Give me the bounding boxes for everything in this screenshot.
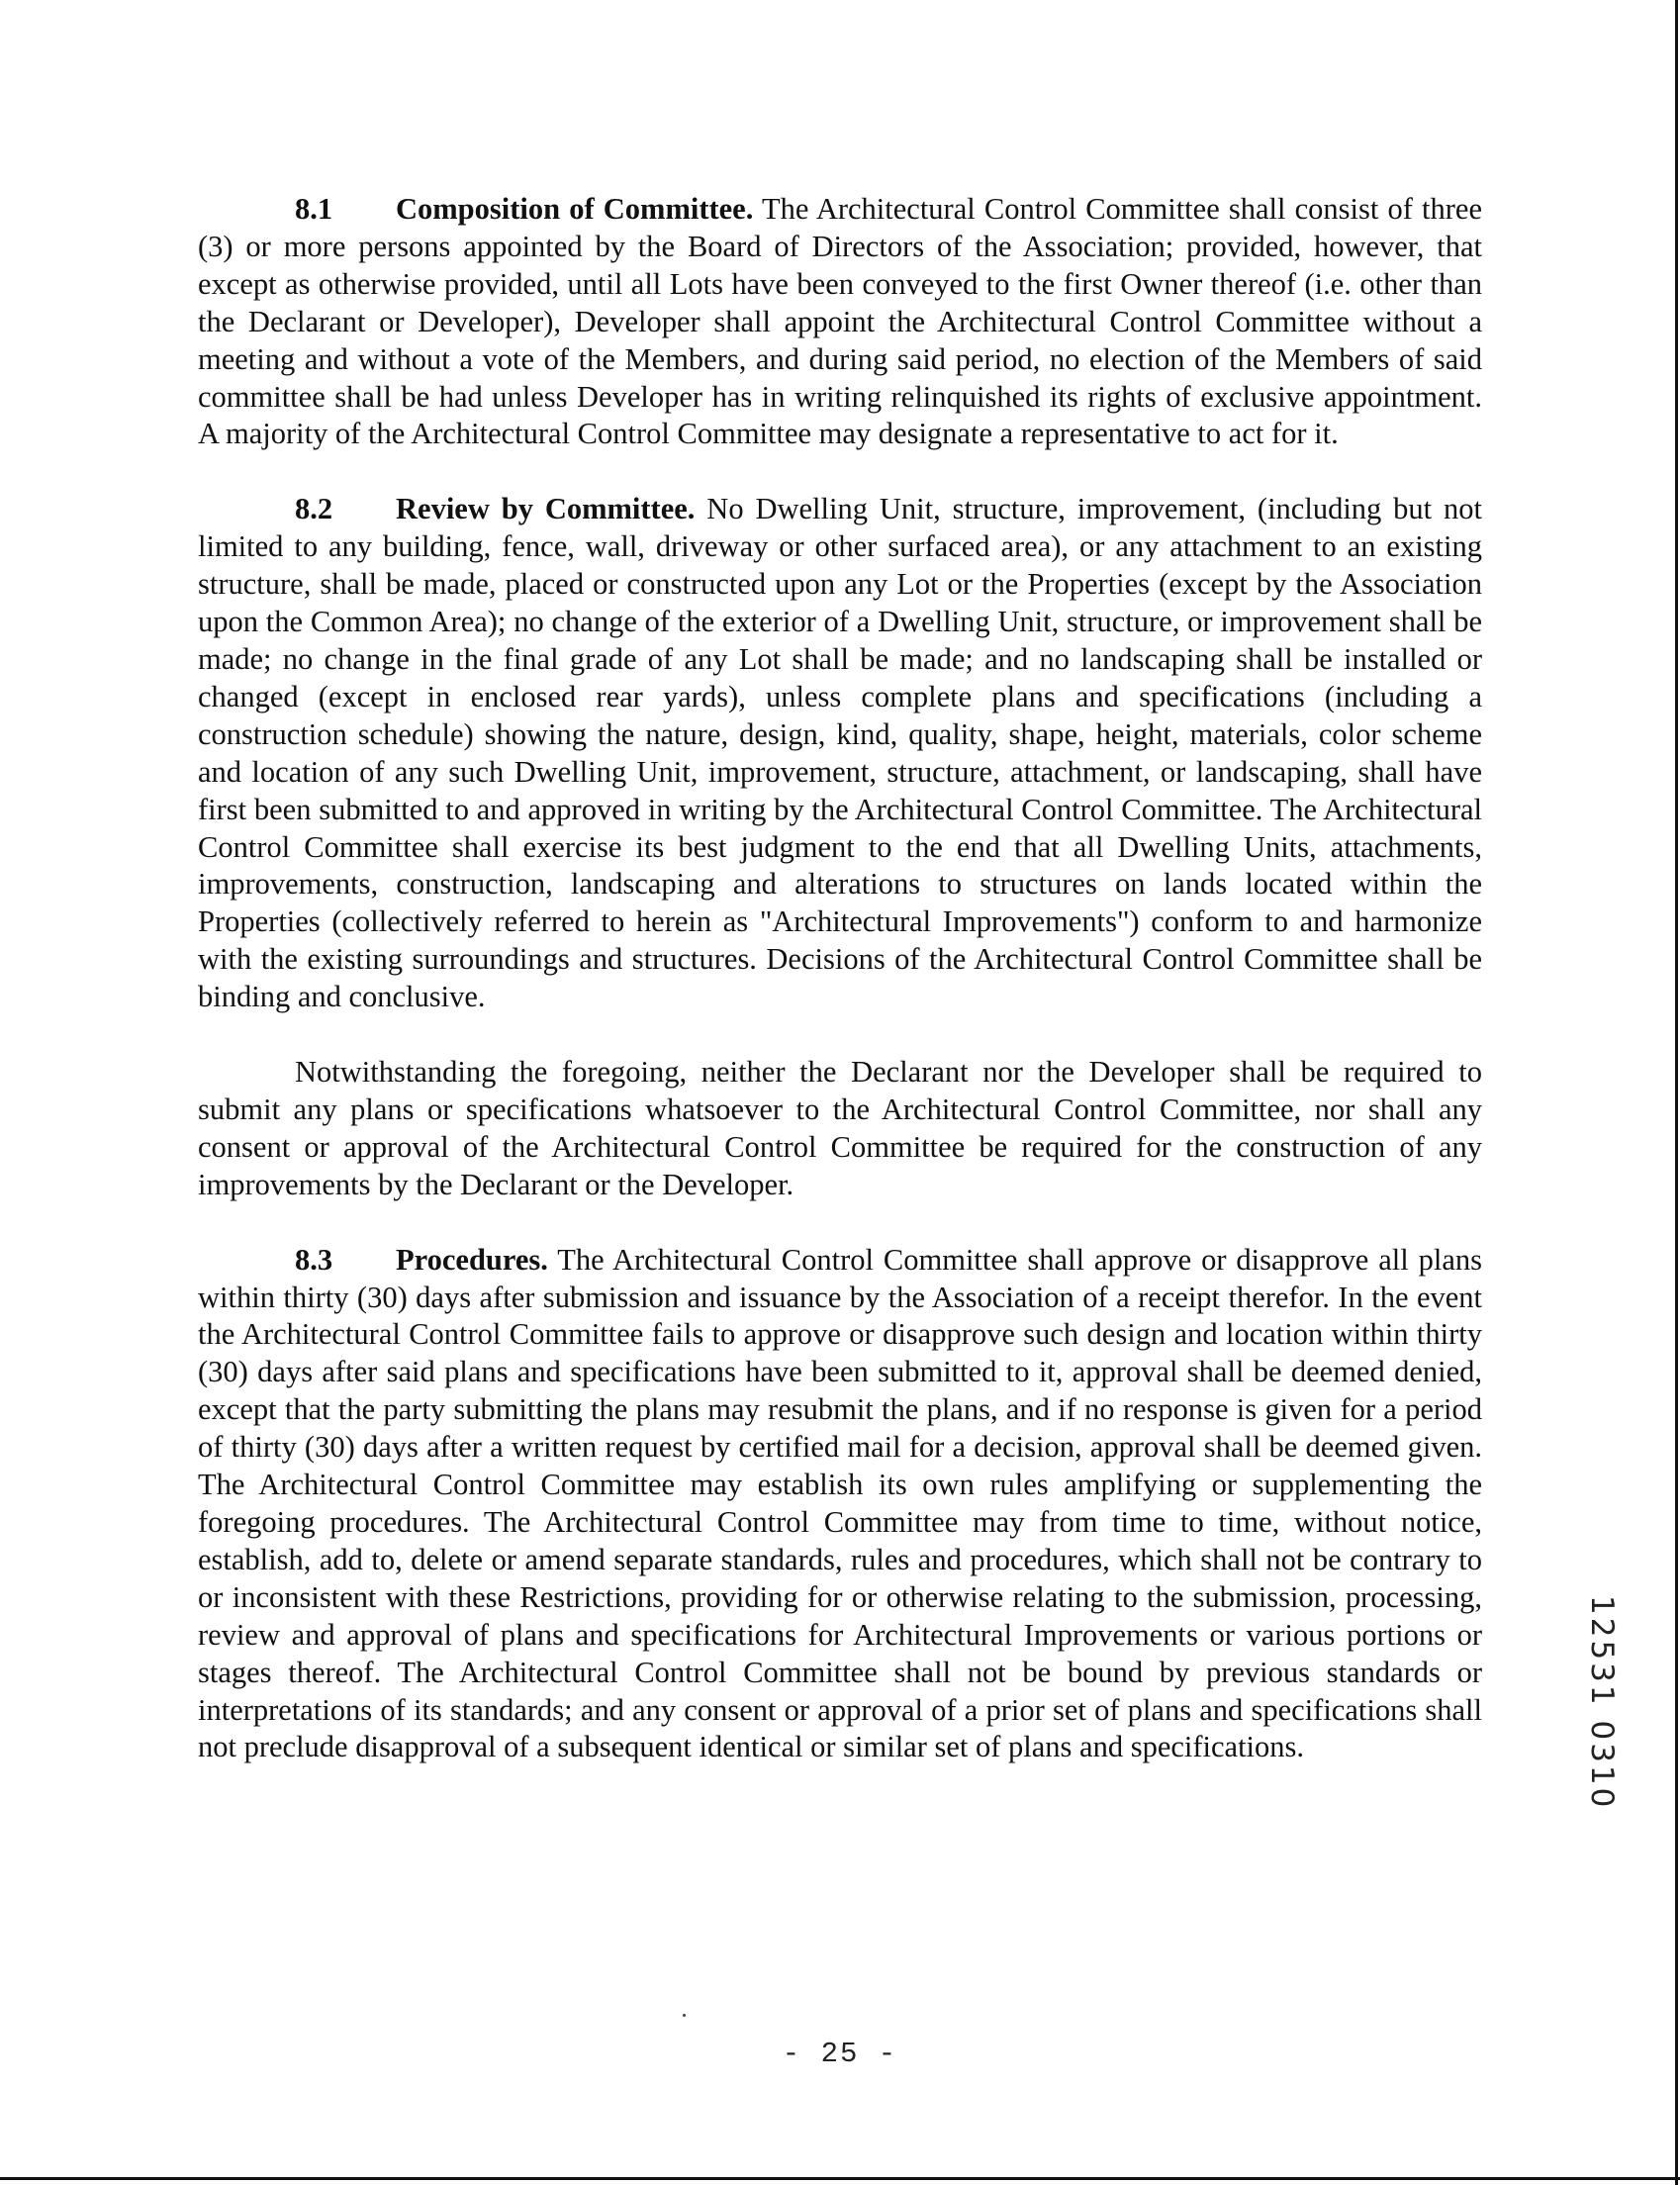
notwithstanding-paragraph — [198, 1054, 1482, 1204]
page-number: - 25 - — [782, 2038, 898, 2070]
section-text: No Dwelling Unit, structure, improvement, (including but not limited to any building, fence, wall, driveway or other surfaced area), or any attachment to an existing structure, shall be made, placed or constructed upon any Lot or the Properties (except by the Association upon the Common Area); no change of the exterior of a Dwelling Unit, structure, or improvement shall be made; no change in the final grade of any Lot shall be made; and no landscaping shall be installed or changed (except in enclosed rear yards), unless complete plans and specifications (including a construction schedule) showing the nature, design, kind, quality, shape, height, materials, color scheme and location of any such Dwelling Unit, improvement, structure, attachment, or landscaping, shall have first been submitted to and approved in writing by the Architectural Control Committee. The Architectural Control Committee shall exercise its best judgment to the end that all Dwelling Units, attachments, improvements, construction, landscaping and alterations to structures on lands located within the Properties (collectively referred to herein as "Architectural Improvements") conform to and harmonize with the existing surroundings and structures. Decisions of the Architectural Control Committee shall be binding and conclusive. — [198, 492, 1482, 1014]
section-text: The Architectural Control Committee shall consist of three (3) or more persons appointed by the Board of Directors of the Association; provided, however, that except as otherwise provided, until all Lots have been conveyed to the first Owner thereof (i.e. other than the Declarant or Developer), Developer shall appoint the Architectural Control Committee without a meeting and without a vote of the Members, and during said period, no election of the Members of said committee shall be had unless Developer has in writing relinquished its rights of exclusive appointment. A majority of the Architectural Control Committee may designate a representative to act for it. — [198, 192, 1482, 451]
section-8-3 — [198, 1242, 1482, 1767]
section-number: 8.1 — [295, 192, 333, 226]
scan-border-bottom — [0, 2177, 1680, 2180]
section-text: Notwithstanding the foregoing, neither the Declarant nor the Developer shall be required to submit any plans or specifications whatsoever to the Architectural Control Committee, nor shall any consent or approval of the Architectural Control Committee be required for the construction of any improvements by the Declarant or the Developer. — [198, 1055, 1482, 1201]
section-number: 8.2 — [295, 492, 333, 526]
section-heading: Review by Committee. — [396, 492, 696, 526]
side-code-text: 12531 0310 — [1584, 1595, 1620, 1811]
section-heading: Composition of Committee. — [396, 192, 754, 226]
section-heading: Procedures. — [396, 1242, 548, 1277]
section-8-2 — [198, 491, 1482, 1016]
section-text: The Architectural Control Committee shall approve or disapprove all plans within thirty (30) days after submission and issuance by the Association of a receipt therefor. In the event the Architectural Control Committee fails to approve or disapprove such design and location within thirty (30) days after said plans and specifications have been submitted to it, approval shall be deemed denied, except that the party submitting the plans may resubmit the plans, and if no response is given for a period of thirty (30) days after a written request by certified mail for a decision, approval shall be deemed given. The Architectural Control Committee may establish its own rules amplifying or supplementing the foregoing procedures. The Architectural Control Committee may from time to time, without notice, establish, add to, delete or amend separate standards, rules and procedures, which shall not be contrary to or inconsistent with these Restrictions, providing for or otherwise relating to the submission, processing, review and approval of plans and specifications for Architectural Improvements or various portions or stages thereof. The Architectural Control Committee shall not be bound by previous standards or interpretations of its standards; and any consent or approval of a prior set of plans and specifications shall not preclude disapproval of a subsequent identical or similar set of plans and specifications. — [198, 1242, 1482, 1764]
scan-speck — [683, 2014, 686, 2017]
document-body — [198, 191, 1482, 1766]
scan-border-right — [1675, 0, 1678, 2185]
section-8-1 — [198, 191, 1482, 453]
section-number: 8.3 — [295, 1242, 333, 1277]
